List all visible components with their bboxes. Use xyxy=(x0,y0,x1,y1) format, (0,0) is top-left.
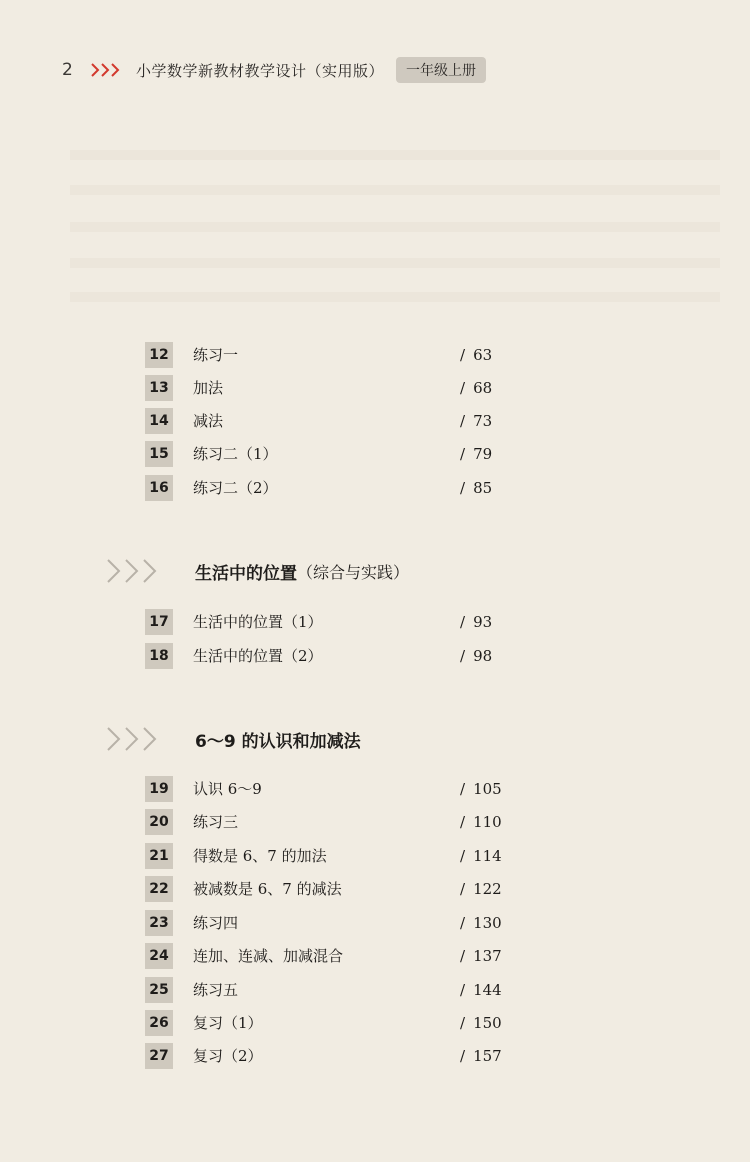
lesson-page: / 114 xyxy=(460,846,502,865)
lesson-number: 20 xyxy=(145,809,173,835)
bleed-through xyxy=(70,150,720,160)
lesson-page: / 85 xyxy=(460,478,493,497)
lesson-page: / 73 xyxy=(460,411,493,430)
lesson-number: 12 xyxy=(145,342,173,368)
lesson-page: / 63 xyxy=(460,345,493,364)
lesson-title: 生活中的位置（2） xyxy=(193,647,323,665)
lesson-number: 18 xyxy=(145,643,173,669)
lesson-title: 练习二（2） xyxy=(193,479,278,497)
lesson-page: / 137 xyxy=(460,946,502,965)
section-title: 生活中的位置 xyxy=(195,563,297,584)
section-subtitle: （综合与实践） xyxy=(297,562,410,582)
lesson-page: / 122 xyxy=(460,879,502,898)
book-title: 小学数学新教材教学设计（实用版） xyxy=(136,61,385,80)
lesson-number: 24 xyxy=(145,943,173,969)
section-heading xyxy=(105,724,361,754)
lesson-title: 复习（1） xyxy=(193,1014,263,1032)
page-number: 2 xyxy=(62,60,73,80)
toc-item[interactable] xyxy=(145,440,510,467)
bleed-through xyxy=(70,185,720,195)
lesson-page: / 79 xyxy=(460,444,493,463)
lesson-title: 练习五 xyxy=(193,981,239,999)
grey-chevrons-icon xyxy=(105,726,165,752)
lesson-title: 加法 xyxy=(193,379,224,397)
toc-item[interactable] xyxy=(145,808,510,835)
lesson-title: 减法 xyxy=(193,412,224,430)
lesson-page: / 68 xyxy=(460,378,493,397)
bleed-through xyxy=(70,258,720,268)
lesson-title: 被减数是 6、7 的减法 xyxy=(193,880,342,898)
section-title: 6～9 的认识和加减法 xyxy=(195,731,361,752)
lesson-number: 23 xyxy=(145,910,173,936)
toc-item[interactable] xyxy=(145,608,510,635)
toc-item[interactable] xyxy=(145,341,510,368)
lesson-page: / 105 xyxy=(460,779,502,798)
bleed-through xyxy=(70,292,720,302)
lesson-title: 练习二（1） xyxy=(193,445,278,463)
toc-item[interactable] xyxy=(145,875,510,902)
lesson-title: 连加、连减、加减混合 xyxy=(193,947,344,965)
lesson-number: 13 xyxy=(145,375,173,401)
lesson-title: 练习三 xyxy=(193,813,239,831)
lesson-number: 14 xyxy=(145,408,173,434)
lesson-page: / 130 xyxy=(460,913,502,932)
lesson-title: 复习（2） xyxy=(193,1047,263,1065)
lesson-number: 25 xyxy=(145,977,173,1003)
lesson-number: 27 xyxy=(145,1043,173,1069)
section-heading xyxy=(105,556,409,586)
toc-item[interactable] xyxy=(145,474,510,501)
lesson-title: 生活中的位置（1） xyxy=(193,613,323,631)
lesson-page: / 157 xyxy=(460,1046,502,1065)
lesson-number: 15 xyxy=(145,441,173,467)
lesson-page: / 150 xyxy=(460,1013,502,1032)
toc-item[interactable] xyxy=(145,942,510,969)
lesson-page: / 98 xyxy=(460,646,493,665)
grey-chevrons-icon xyxy=(105,558,165,584)
lesson-number: 16 xyxy=(145,475,173,501)
lesson-number: 26 xyxy=(145,1010,173,1036)
lesson-number: 17 xyxy=(145,609,173,635)
lesson-number: 22 xyxy=(145,876,173,902)
toc-item[interactable] xyxy=(145,842,510,869)
lesson-title: 得数是 6、7 的加法 xyxy=(193,847,327,865)
toc-item[interactable] xyxy=(145,642,510,669)
lesson-title: 练习四 xyxy=(193,914,239,932)
bleed-through xyxy=(70,222,720,232)
lesson-page: / 110 xyxy=(460,812,502,831)
toc-item[interactable] xyxy=(145,976,510,1003)
lesson-title: 认识 6～9 xyxy=(193,780,262,798)
toc-item[interactable] xyxy=(145,407,510,434)
lesson-page: / 144 xyxy=(460,980,502,999)
lesson-number: 19 xyxy=(145,776,173,802)
toc-item[interactable] xyxy=(145,909,510,936)
page-header xyxy=(62,55,486,85)
toc-item[interactable] xyxy=(145,1042,510,1069)
grade-badge: 一年级上册 xyxy=(396,57,486,83)
toc-item[interactable] xyxy=(145,374,510,401)
toc-item[interactable] xyxy=(145,1009,510,1036)
lesson-title: 练习一 xyxy=(193,346,239,364)
lesson-number: 21 xyxy=(145,843,173,869)
red-chevrons-icon xyxy=(90,63,122,77)
lesson-page: / 93 xyxy=(460,612,493,631)
toc-item[interactable] xyxy=(145,775,510,802)
